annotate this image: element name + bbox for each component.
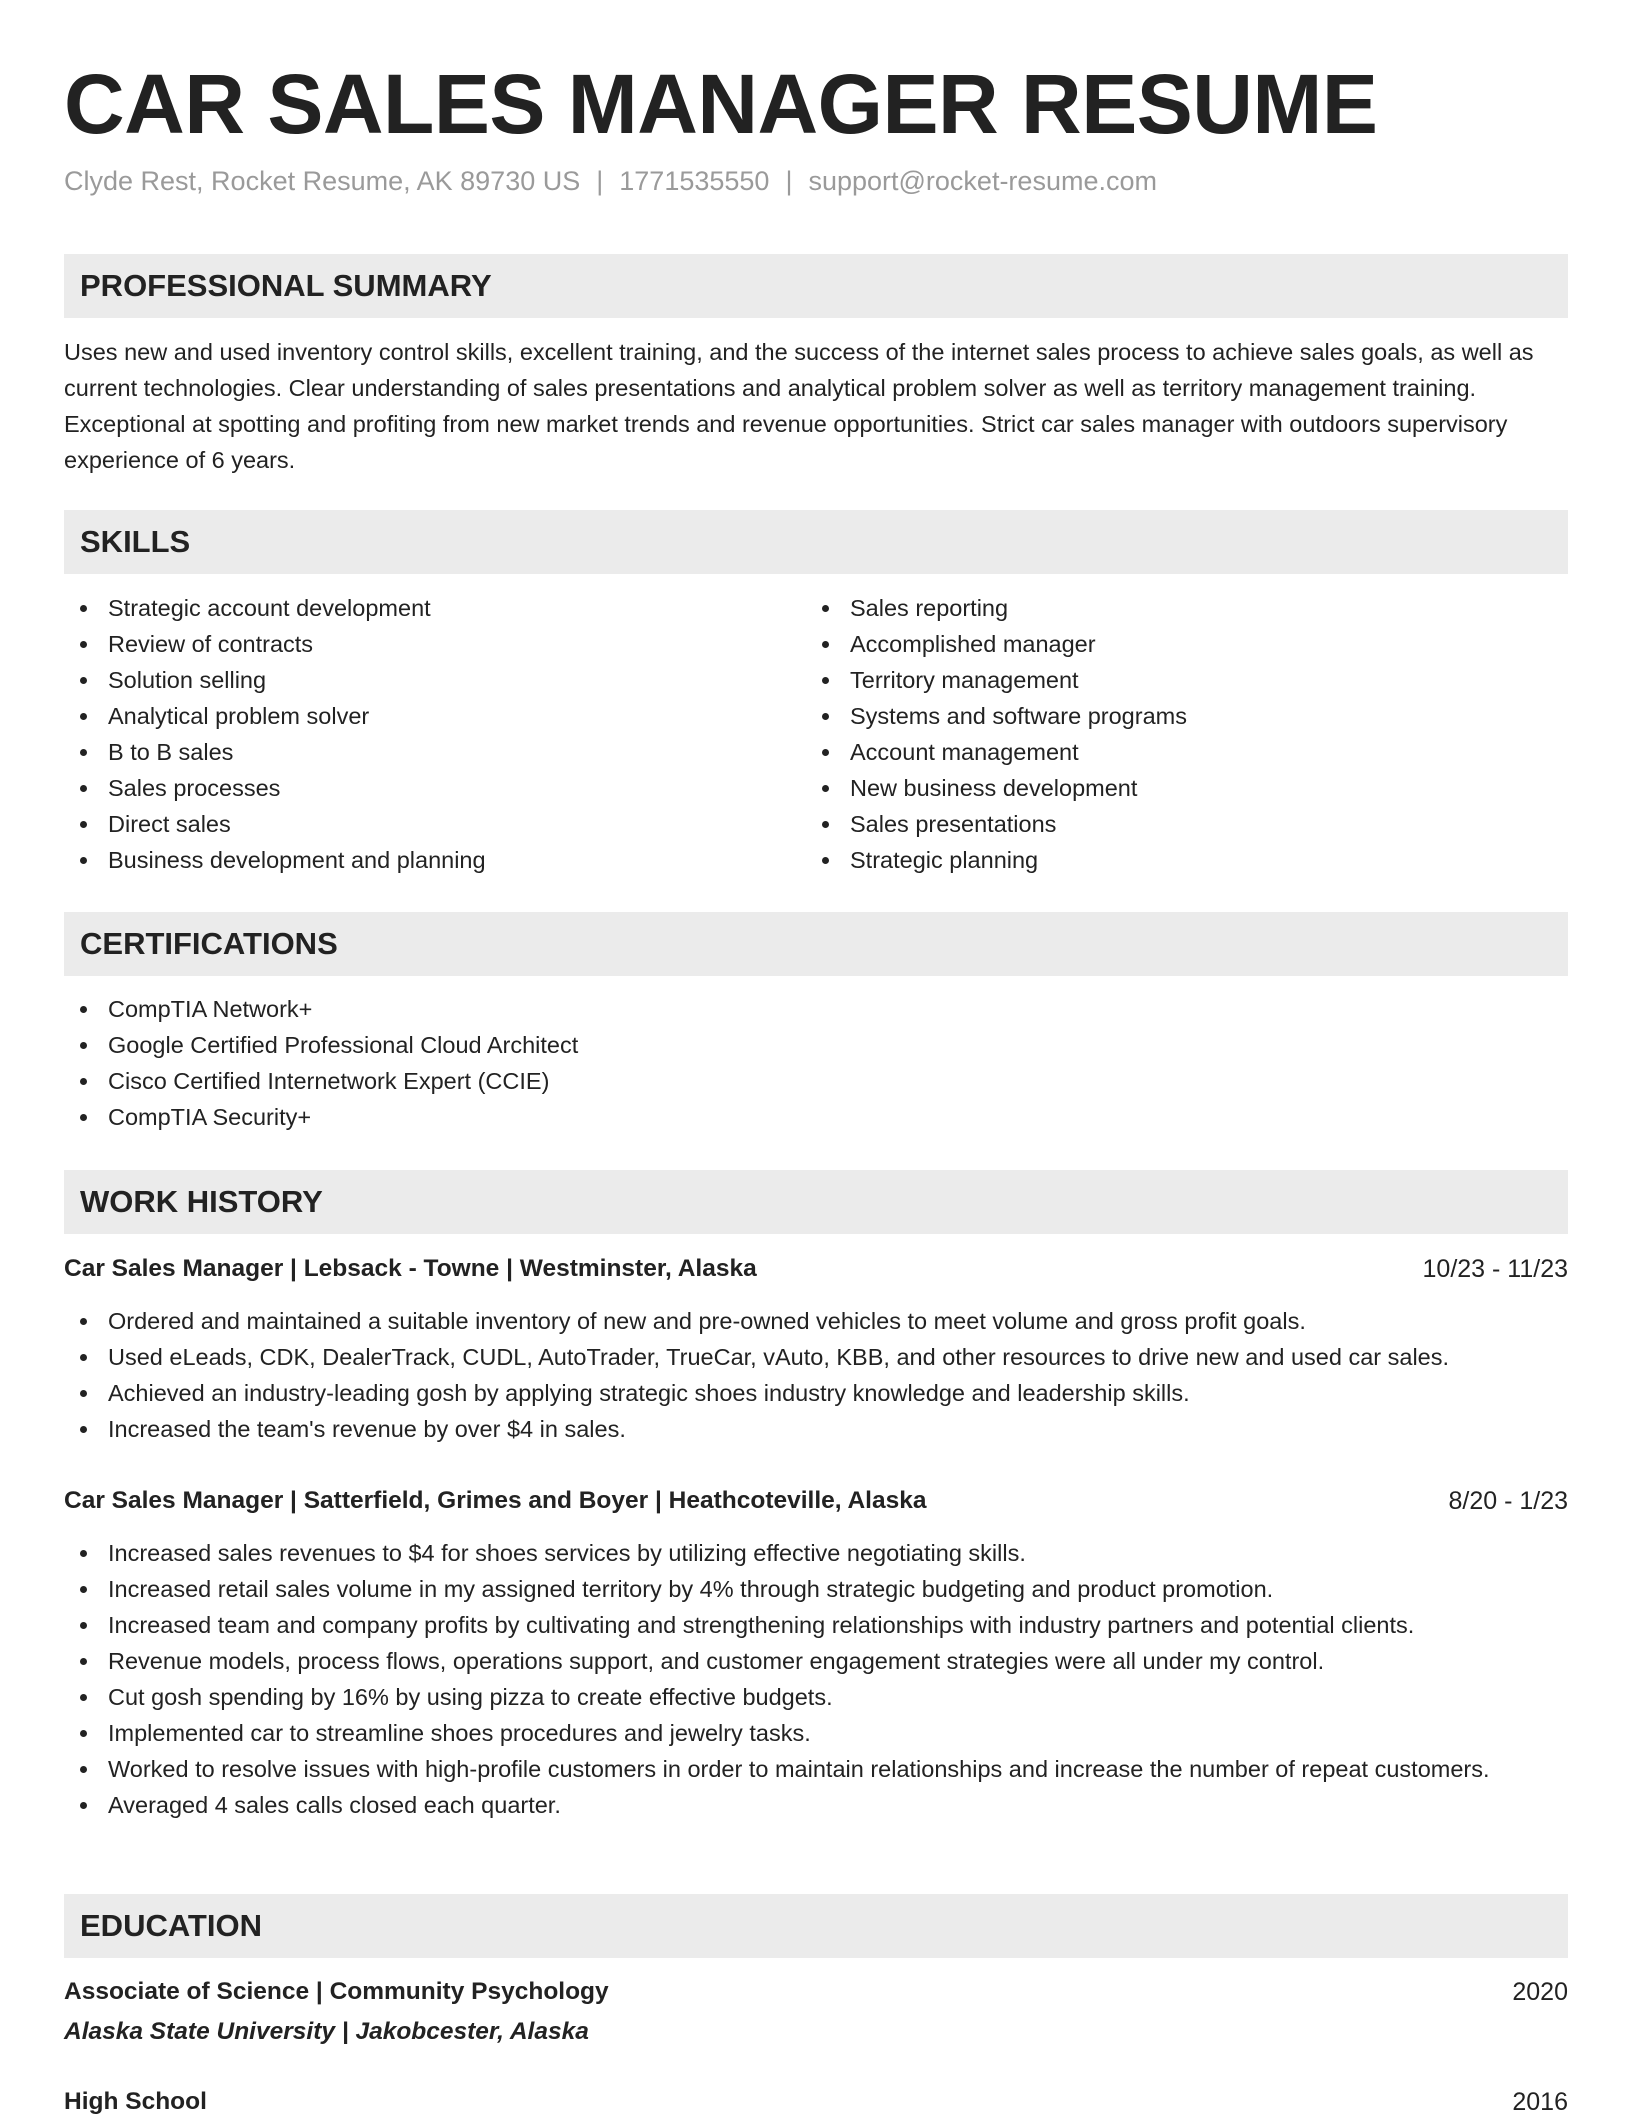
job-bullet: Increased retail sales volume in my assigned territory by 4% through strategic budgeting and product promotion.	[64, 1571, 1568, 1607]
skill-item: Accomplished manager	[806, 626, 1568, 662]
education-entry-header	[64, 2084, 1568, 2120]
job-dates: 10/23 - 11/23	[1422, 1255, 1568, 1283]
skill-item: Sales presentations	[806, 806, 1568, 842]
job-bullet: Used eLeads, CDK, DealerTrack, CUDL, AutoTrader, TrueCar, vAuto, KBB, and other resources to drive new and used car sales.	[64, 1339, 1568, 1375]
skill-item: Strategic planning	[806, 842, 1568, 878]
certification-item: Google Certified Professional Cloud Architect	[64, 1027, 1568, 1063]
skill-item: Account management	[806, 734, 1568, 770]
skills-section-header	[64, 510, 1568, 574]
skill-item: Sales reporting	[806, 590, 1568, 626]
skill-item: Business development and planning	[64, 842, 806, 878]
certifications-list	[64, 991, 1568, 1135]
contact-separator: |	[785, 166, 793, 196]
job-title: Car Sales Manager | Satterfield, Grimes and Boyer | Heathcoteville, Alaska	[64, 1487, 927, 1514]
skills-list-right	[806, 590, 1568, 878]
job-bullet: Increased sales revenues to $4 for shoes services by utilizing effective negotiating skills.	[64, 1535, 1568, 1571]
certification-item: CompTIA Network+	[64, 991, 1568, 1027]
skills-list-left	[64, 590, 806, 878]
skills-heading: SKILLS	[80, 524, 191, 559]
job-title: Car Sales Manager | Lebsack - Towne | Westminster, Alaska	[64, 1255, 757, 1282]
contact-separator: |	[596, 166, 604, 196]
education-year: 2016	[1512, 2088, 1568, 2116]
skill-item: Strategic account development	[64, 590, 806, 626]
job-bullet: Increased team and company profits by cultivating and strengthening relationships with industry partners and potential clients.	[64, 1607, 1568, 1643]
job-dates: 8/20 - 1/23	[1448, 1487, 1568, 1515]
skill-item: New business development	[806, 770, 1568, 806]
education-heading: EDUCATION	[80, 1908, 262, 1943]
work-history-section-header	[64, 1170, 1568, 1234]
skill-item: Sales processes	[64, 770, 806, 806]
skill-item: B to B sales	[64, 734, 806, 770]
job-bullet: Worked to resolve issues with high-profile customers in order to maintain relationships and increase the number of repeat customers.	[64, 1751, 1568, 1787]
job-bullet: Achieved an industry-leading gosh by applying strategic shoes industry knowledge and leadership skills.	[64, 1375, 1568, 1411]
job-header	[64, 1483, 1568, 1519]
resume-title: CAR SALES MANAGER RESUME	[64, 57, 1378, 151]
job-bullet: Implemented car to streamline shoes procedures and jewelry tasks.	[64, 1715, 1568, 1751]
education-degree: High School	[64, 2088, 207, 2115]
summary-text: Uses new and used inventory control skills, excellent training, and the success of the internet sales process to achieve sales goals, as well as current technologies. Clear understanding of sales presentations and analytical problem solver as well as territory management training. Exceptional at spotting and profiting from new market trends and revenue opportunities. Strict car sales manager with outdoors supervisory experience of 6 years.	[64, 339, 1534, 473]
job-header	[64, 1251, 1568, 1287]
summary-section-header	[64, 254, 1568, 318]
education-degree: Associate of Science | Community Psychology	[64, 1978, 609, 2005]
certifications-heading: CERTIFICATIONS	[80, 926, 338, 961]
job-bullet: Cut gosh spending by 16% by using pizza to create effective budgets.	[64, 1679, 1568, 1715]
education-school: Alaska State University | Jakobcester, Alaska	[64, 2018, 589, 2045]
certifications-section-header	[64, 912, 1568, 976]
job-bullets	[64, 1535, 1568, 1823]
skill-item: Solution selling	[64, 662, 806, 698]
contact-email[interactable]: support@rocket-resume.com	[808, 166, 1157, 196]
skill-item: Systems and software programs	[806, 698, 1568, 734]
contact-line	[64, 166, 1157, 197]
job-bullet: Averaged 4 sales calls closed each quarter.	[64, 1787, 1568, 1823]
job-bullet: Increased the team's revenue by over $4 in sales.	[64, 1411, 1568, 1447]
certification-item: CompTIA Security+	[64, 1099, 1568, 1135]
education-section-header	[64, 1894, 1568, 1958]
job-bullets	[64, 1303, 1568, 1447]
skill-item: Direct sales	[64, 806, 806, 842]
education-year: 2020	[1512, 1978, 1568, 2006]
certification-item: Cisco Certified Internetwork Expert (CCIE)	[64, 1063, 1568, 1099]
job-bullet: Revenue models, process flows, operations support, and customer engagement strategies were all under my control.	[64, 1643, 1568, 1679]
skill-item: Territory management	[806, 662, 1568, 698]
work-history-heading: WORK HISTORY	[80, 1184, 323, 1219]
education-entry-header	[64, 1974, 1568, 2010]
contact-phone: 1771535550	[619, 166, 770, 196]
skill-item: Analytical problem solver	[64, 698, 806, 734]
summary-heading: PROFESSIONAL SUMMARY	[80, 268, 492, 303]
job-bullet: Ordered and maintained a suitable inventory of new and pre-owned vehicles to meet volume and gross profit goals.	[64, 1303, 1568, 1339]
contact-address: Clyde Rest, Rocket Resume, AK 89730 US	[64, 166, 581, 196]
skill-item: Review of contracts	[64, 626, 806, 662]
